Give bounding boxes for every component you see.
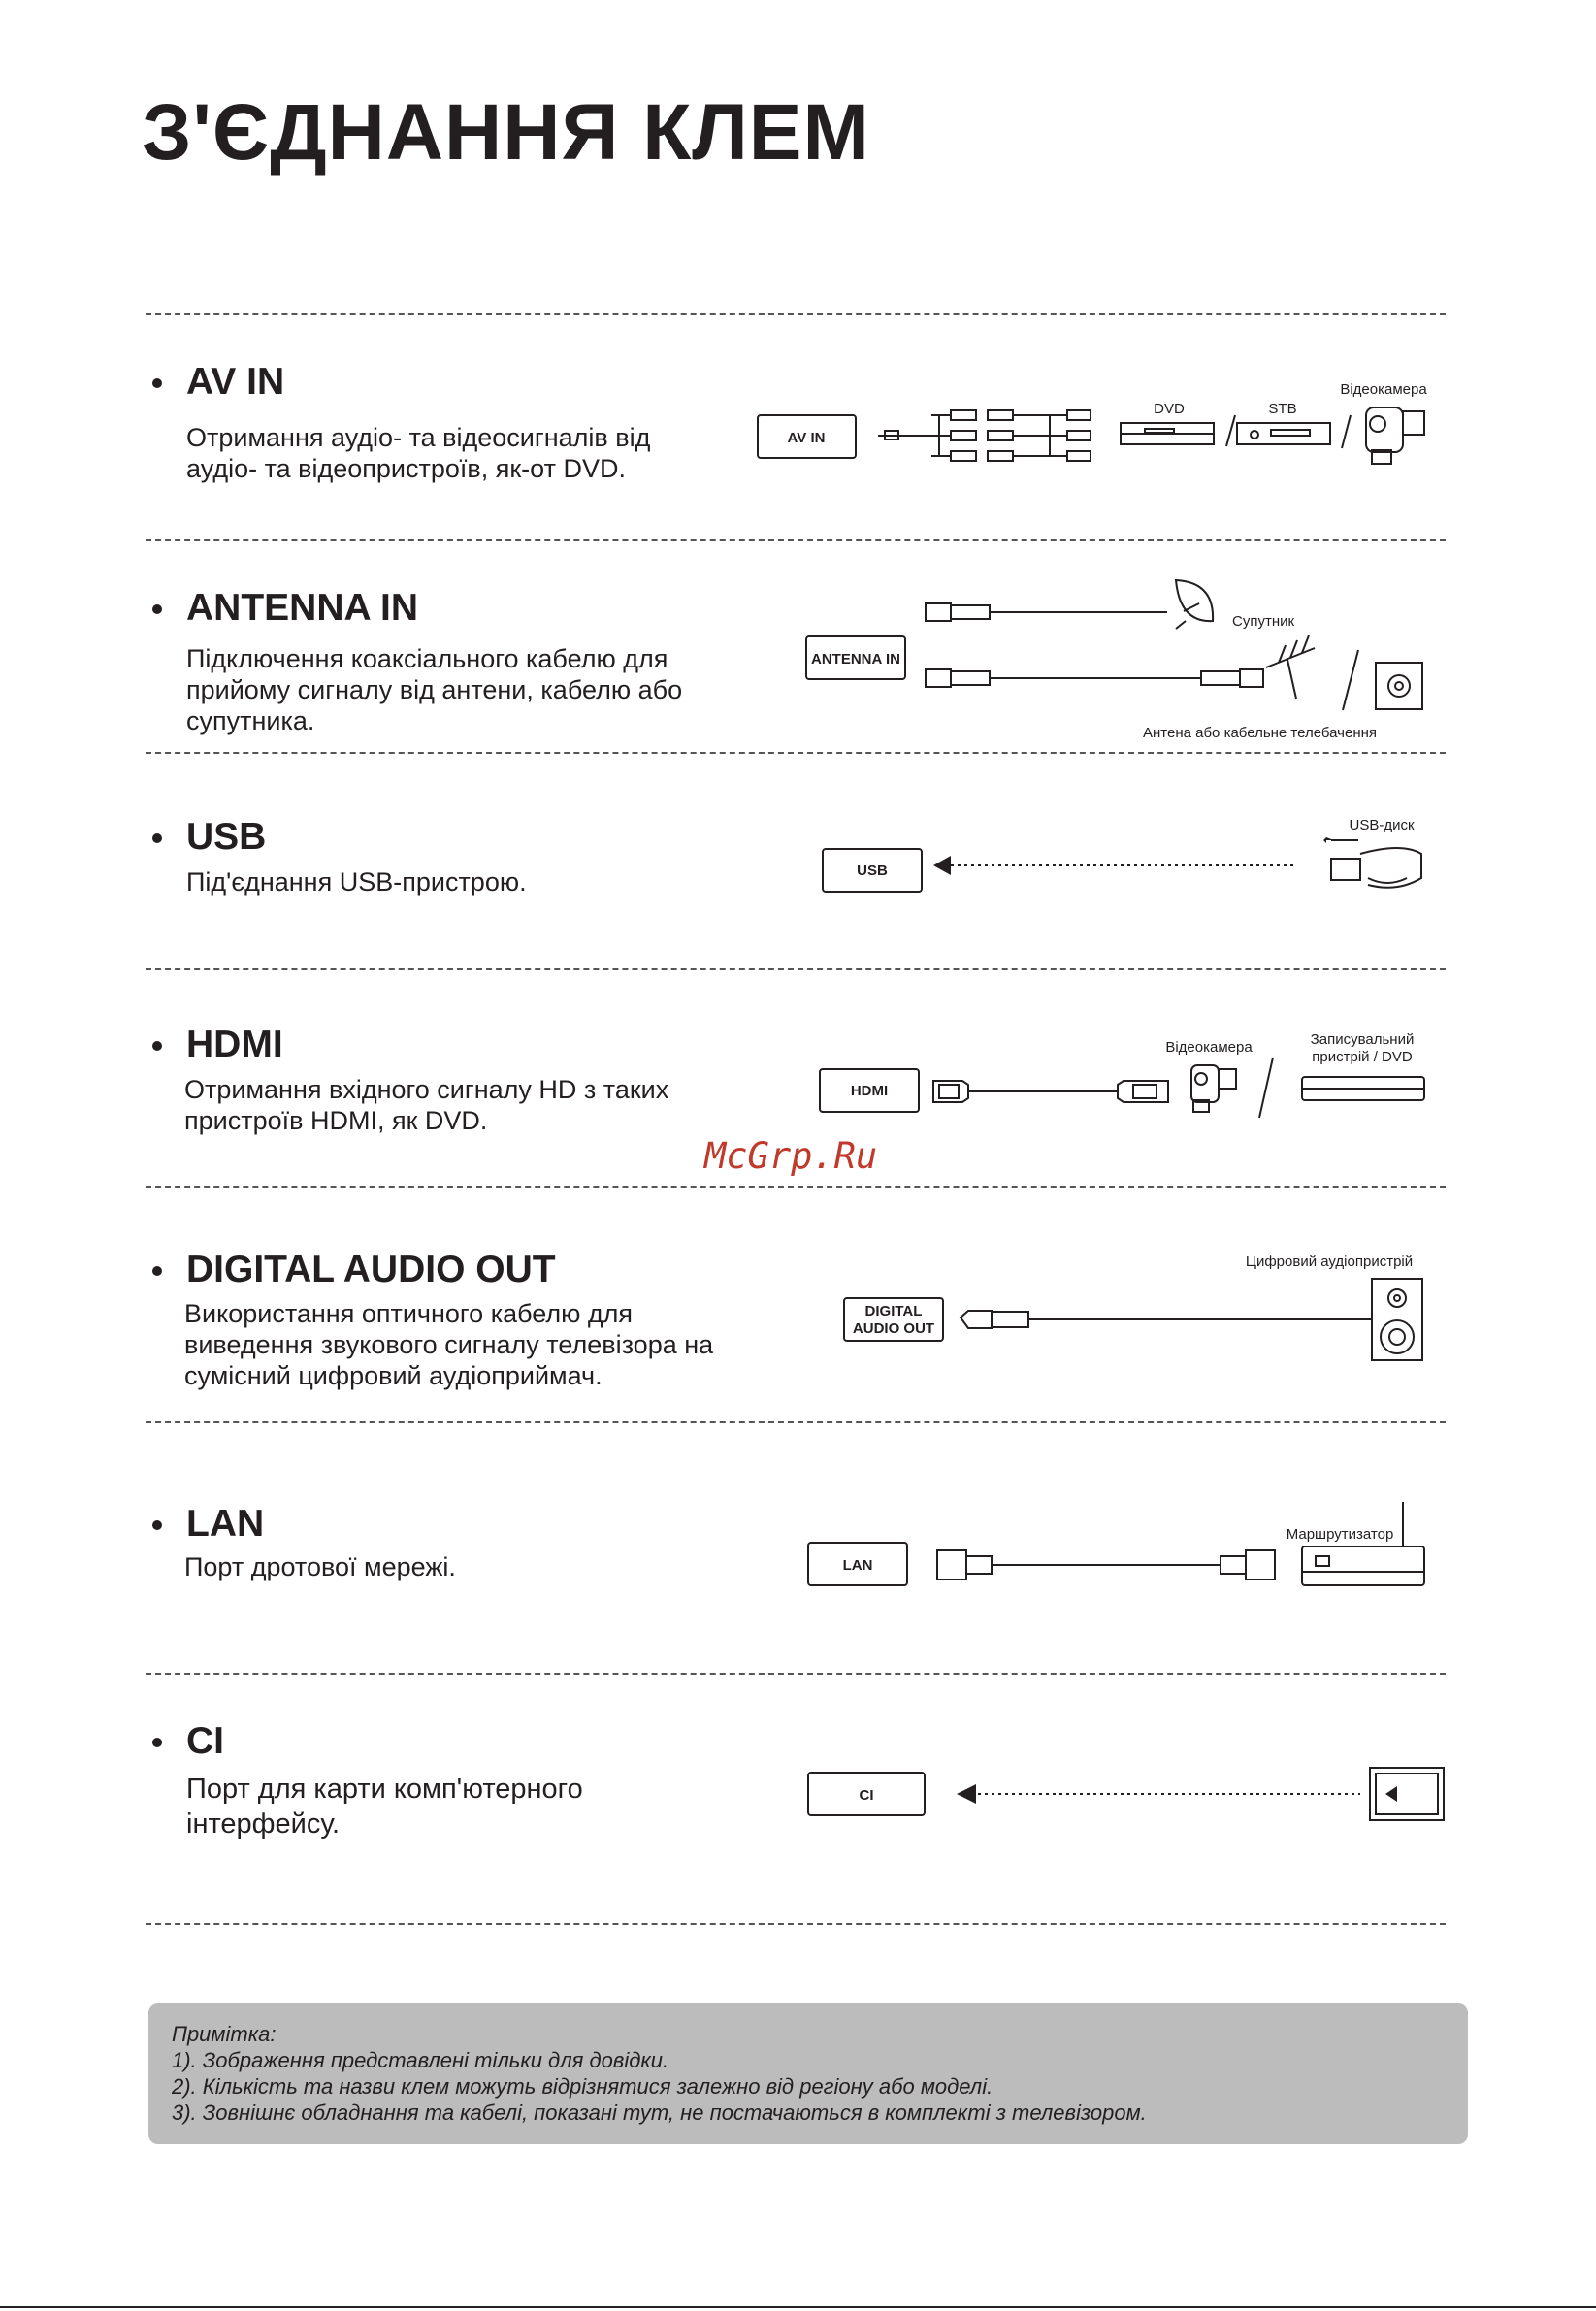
coax-cable-antenna-icon — [926, 635, 1315, 699]
section-heading-usb: USB — [186, 816, 267, 858]
section-heading-lan: LAN — [186, 1503, 265, 1545]
dvd-player-icon — [1121, 423, 1214, 444]
camcorder-icon — [1366, 407, 1424, 464]
port-label-digital: DIGITAL — [864, 1303, 923, 1319]
recorder-dvd-icon — [1302, 1077, 1424, 1100]
section-desc-hdmi: Отримання вхідного сигналу HD з таких пристроїв HDMI, як DVD. — [184, 1075, 669, 1135]
usb-symbol-icon — [1323, 837, 1334, 843]
stb-icon — [1237, 423, 1330, 444]
section-desc-usb: Під'єднання USB-пристрою. — [186, 867, 527, 896]
watermark: McGrp.Ru — [704, 1135, 878, 1177]
ethernet-cable-icon — [937, 1550, 1275, 1579]
section-heading-av-in: AV IN — [186, 361, 285, 403]
section-desc-antenna-in: Підключення коаксіального кабелю для прийому сигналу від антени, кабелю або супутника. — [186, 644, 683, 735]
speaker-icon — [1372, 1279, 1422, 1360]
section-desc-ci: Порт для карти комп'ютерного інтерфейсу. — [186, 1774, 583, 1839]
device-label-recorder-dvd: пристрій / DVD — [1312, 1049, 1413, 1065]
device-label-stb: STB — [1268, 401, 1297, 417]
hdmi-cable-icon — [933, 1081, 1168, 1102]
page-title: З'ЄДНАННЯ КЛЕМ — [142, 88, 870, 177]
section-desc-lan: Порт дротової мережі. — [184, 1552, 456, 1581]
port-label-hdmi: HDMI — [850, 1083, 889, 1099]
note-heading: Примітка: — [172, 2022, 277, 2046]
note-item: 2). Кількість та назви клем можуть відрізнятися залежно від регіону або моделі. — [172, 2074, 993, 2099]
device-label-antenna: Антена або кабельне телебачення — [1143, 725, 1378, 741]
port-label-antenna-in: ANTENNA IN — [811, 651, 900, 667]
rca-cable-icon — [878, 410, 1091, 461]
arrow-left-icon — [1385, 1786, 1397, 1802]
device-label-router: Маршрутизатор — [1286, 1526, 1394, 1543]
note-box — [148, 2003, 1468, 2144]
device-label-recorder: Записувальний — [1310, 1031, 1415, 1048]
device-label-usb-disk: USB-диск — [1349, 817, 1415, 833]
device-label-satellite: Супутник — [1232, 613, 1295, 630]
section-desc-digital-audio-out: Використання оптичного кабелю для виведення звукового сигналу телевізора на сумісний цифровий аудіоприймач. — [184, 1299, 714, 1390]
section-desc-av-in: Отримання аудіо- та відеосигналів від аудіо- та відеопристроїв, як-от DVD. — [186, 423, 651, 483]
section-heading-hdmi: HDMI — [186, 1024, 283, 1065]
port-label-av-in: AV IN — [787, 430, 826, 446]
section-heading-antenna-in: ANTENNA IN — [186, 587, 419, 629]
ci-card-icon — [1370, 1768, 1444, 1820]
device-label-dvd: DVD — [1154, 401, 1185, 417]
coax-cable-satellite-icon — [926, 580, 1213, 629]
footer-rule — [0, 2306, 1596, 2308]
usb-drive-icon — [1331, 840, 1421, 888]
router-icon — [1302, 1502, 1424, 1585]
port-label-audio-out: AUDIO OUT — [852, 1320, 935, 1337]
port-label-usb: USB — [857, 863, 888, 879]
note-item: 1). Зображення представлені тільки для довідки. — [172, 2048, 669, 2072]
port-label-lan: LAN — [842, 1557, 873, 1574]
port-label-ci: CI — [859, 1787, 874, 1804]
device-label-camcorder: Відеокамера — [1340, 381, 1427, 398]
device-label-digital-audio: Цифровий аудіопристрій — [1245, 1253, 1414, 1270]
camcorder-icon — [1191, 1065, 1236, 1112]
arrow-left-icon — [957, 1784, 976, 1804]
wall-socket-icon — [1376, 663, 1422, 709]
section-heading-ci: CI — [186, 1720, 224, 1762]
section-heading-digital-audio-out: DIGITAL AUDIO OUT — [186, 1249, 556, 1290]
optical-cable-icon — [961, 1311, 1372, 1328]
device-label-camcorder: Відеокамера — [1165, 1039, 1253, 1056]
arrow-left-icon — [933, 856, 951, 875]
note-item: 3). Зовнішнє обладнання та кабелі, показані тут, не постачаються в комплекті з телевізором. — [172, 2100, 1147, 2125]
